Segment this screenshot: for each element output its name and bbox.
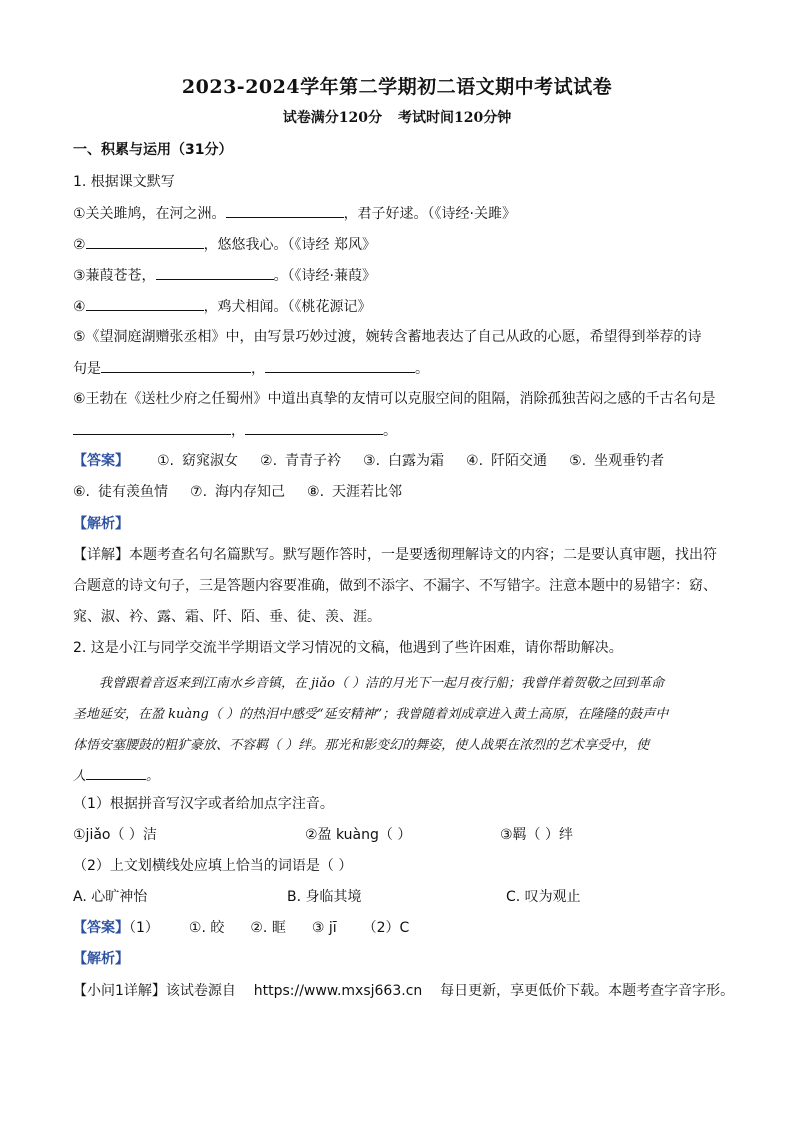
- answer-blank[interactable]: [101, 358, 251, 373]
- full-score: 试卷满分120分: [282, 110, 382, 126]
- answer-blank[interactable]: [265, 358, 415, 373]
- passage-line-2: 圣地延安，在盈 kuàng（ ）的热泪中感受“延安精神”；我曾随着刘成章进入黄土高原，在隆隆的鼓声中: [73, 707, 669, 722]
- section-heading: 一、积累与运用（31分）: [73, 142, 233, 158]
- exam-time: 考试时间120分钟: [398, 110, 512, 126]
- option-c[interactable]: C. 叹为观止: [506, 889, 581, 905]
- q1-line-3: ③蒹葭苍苍， 。（《诗经·蒹葭》: [73, 265, 376, 286]
- q1-detail-2: 合题意的诗文句子，三是答题内容要准确，做到不添字、不漏字、不写错字。注意本题中的易错字：窈、: [73, 578, 717, 594]
- q1-answer-row-1: [73, 451, 664, 471]
- detail-label: 【详解】: [73, 547, 129, 563]
- q2-options-2: [73, 887, 581, 907]
- q1-line-6: ⑥王勃在《送杜少府之任蜀州》中道出真挚的友情可以克服空间的阻隔，消除孤独苦闷之感的千古名句是: [73, 391, 716, 407]
- option-item: ③羁（ ）绊: [500, 827, 574, 843]
- q2-answer: 【答案】（1） ①. 皎 ②. 眶 ③ jī （2）C: [73, 920, 410, 936]
- q1-line-6b: ， 。: [73, 420, 397, 441]
- q1-detail-1: 【详解】本题考查名句名篇默写。默写题作答时，一是要透彻理解诗文的内容；二是要认真审题，找出符: [73, 547, 717, 563]
- question-1-stem: 1. 根据课文默写: [73, 174, 175, 190]
- q1-line-4: ④ ，鸡犬相闻。（《桃花源记》: [73, 296, 372, 317]
- answer-blank[interactable]: [86, 234, 204, 249]
- option-b[interactable]: B. 身临其境: [287, 889, 362, 905]
- analysis-label: 【解析】: [73, 951, 129, 967]
- q2-sub-1: （1）根据拼音写汉字或者给加点字注音。: [73, 796, 334, 812]
- answer-item: ⑥. 徒有羡鱼情: [73, 484, 169, 500]
- answer-item: ⑦. 海内存知己: [190, 484, 286, 500]
- q1-line-5b: 句是 ， 。: [73, 358, 429, 379]
- exam-info: [0, 107, 794, 127]
- answer-item: ③. 白露为霜: [363, 453, 445, 469]
- question-2-stem: 2. 这是小江与同学交流半学期语文学习情况的文稿，他遇到了些许困难，请你帮助解决。: [73, 640, 623, 656]
- analysis-label: 【解析】: [73, 516, 129, 532]
- option-item: ②盈 kuàng（ ）: [305, 827, 412, 843]
- q2-sub-2: （2）上文划横线处应填上恰当的词语是（ ）: [73, 858, 353, 874]
- answer-item: ⑤. 坐观垂钓者: [569, 453, 665, 469]
- answer-blank[interactable]: [73, 420, 231, 435]
- q2-options-1: [73, 825, 573, 845]
- answer-label: 【答案】: [73, 453, 129, 469]
- answer-blank[interactable]: [86, 296, 204, 311]
- q1-line-1: ①关关雎鸠，在河之洲。 ，君子好逑。（《诗经·关雎》: [73, 203, 516, 224]
- q1-line-2: ② ，悠悠我心。（《诗经 郑风》: [73, 234, 376, 255]
- answer-label: 【答案】: [73, 920, 129, 936]
- answer-item: ①. 窈窕淑女: [157, 453, 239, 469]
- q1-answer-row-2: [73, 482, 424, 502]
- passage-line-4: 人 。: [73, 761, 721, 792]
- passage-line-3: 体悟安塞腰鼓的粗犷豪放、不容羁（ ）绊。那光和影变幻的舞姿，使人战栗在浓烈的艺术享受中，使: [73, 738, 650, 753]
- answer-item: ②. 青青子衿: [260, 453, 342, 469]
- q1-detail-3: 窕、淑、衿、露、霜、阡、陌、垂、徒、羡、涯。: [73, 609, 381, 625]
- option-a[interactable]: A. 心旷神怡: [73, 889, 148, 905]
- page-title: 2023-2024学年第二学期初二语文期中考试试卷: [181, 76, 613, 98]
- q1-line-5: ⑤《望洞庭湖赠张丞相》中，由写景巧妙过渡，婉转含蓄地表达了自己从政的心愿，希望得到举荐的诗: [73, 329, 702, 345]
- answer-blank[interactable]: [245, 420, 383, 435]
- answer-blank[interactable]: [86, 765, 146, 780]
- answer-item: ⑧. 天涯若比邻: [307, 484, 403, 500]
- detail-label: 【小问1详解】: [73, 983, 166, 999]
- answer-blank[interactable]: [156, 265, 274, 280]
- option-item: ①jiǎo（ ）洁: [73, 827, 157, 843]
- answer-item: ④. 阡陌交通: [466, 453, 548, 469]
- q2-detail-1: 【小问1详解】该试卷源自 https://www.mxsj663.cn 每日更新，享更低价下载。本题考查字音字形。: [73, 983, 735, 999]
- passage-line-1: 我曾跟着音返来到江南水乡音镇，在 jiǎo（ ）洁的月光下一起月夜行船；我曾伴着贺敬之回到革命: [99, 676, 665, 691]
- answer-blank[interactable]: [226, 203, 344, 218]
